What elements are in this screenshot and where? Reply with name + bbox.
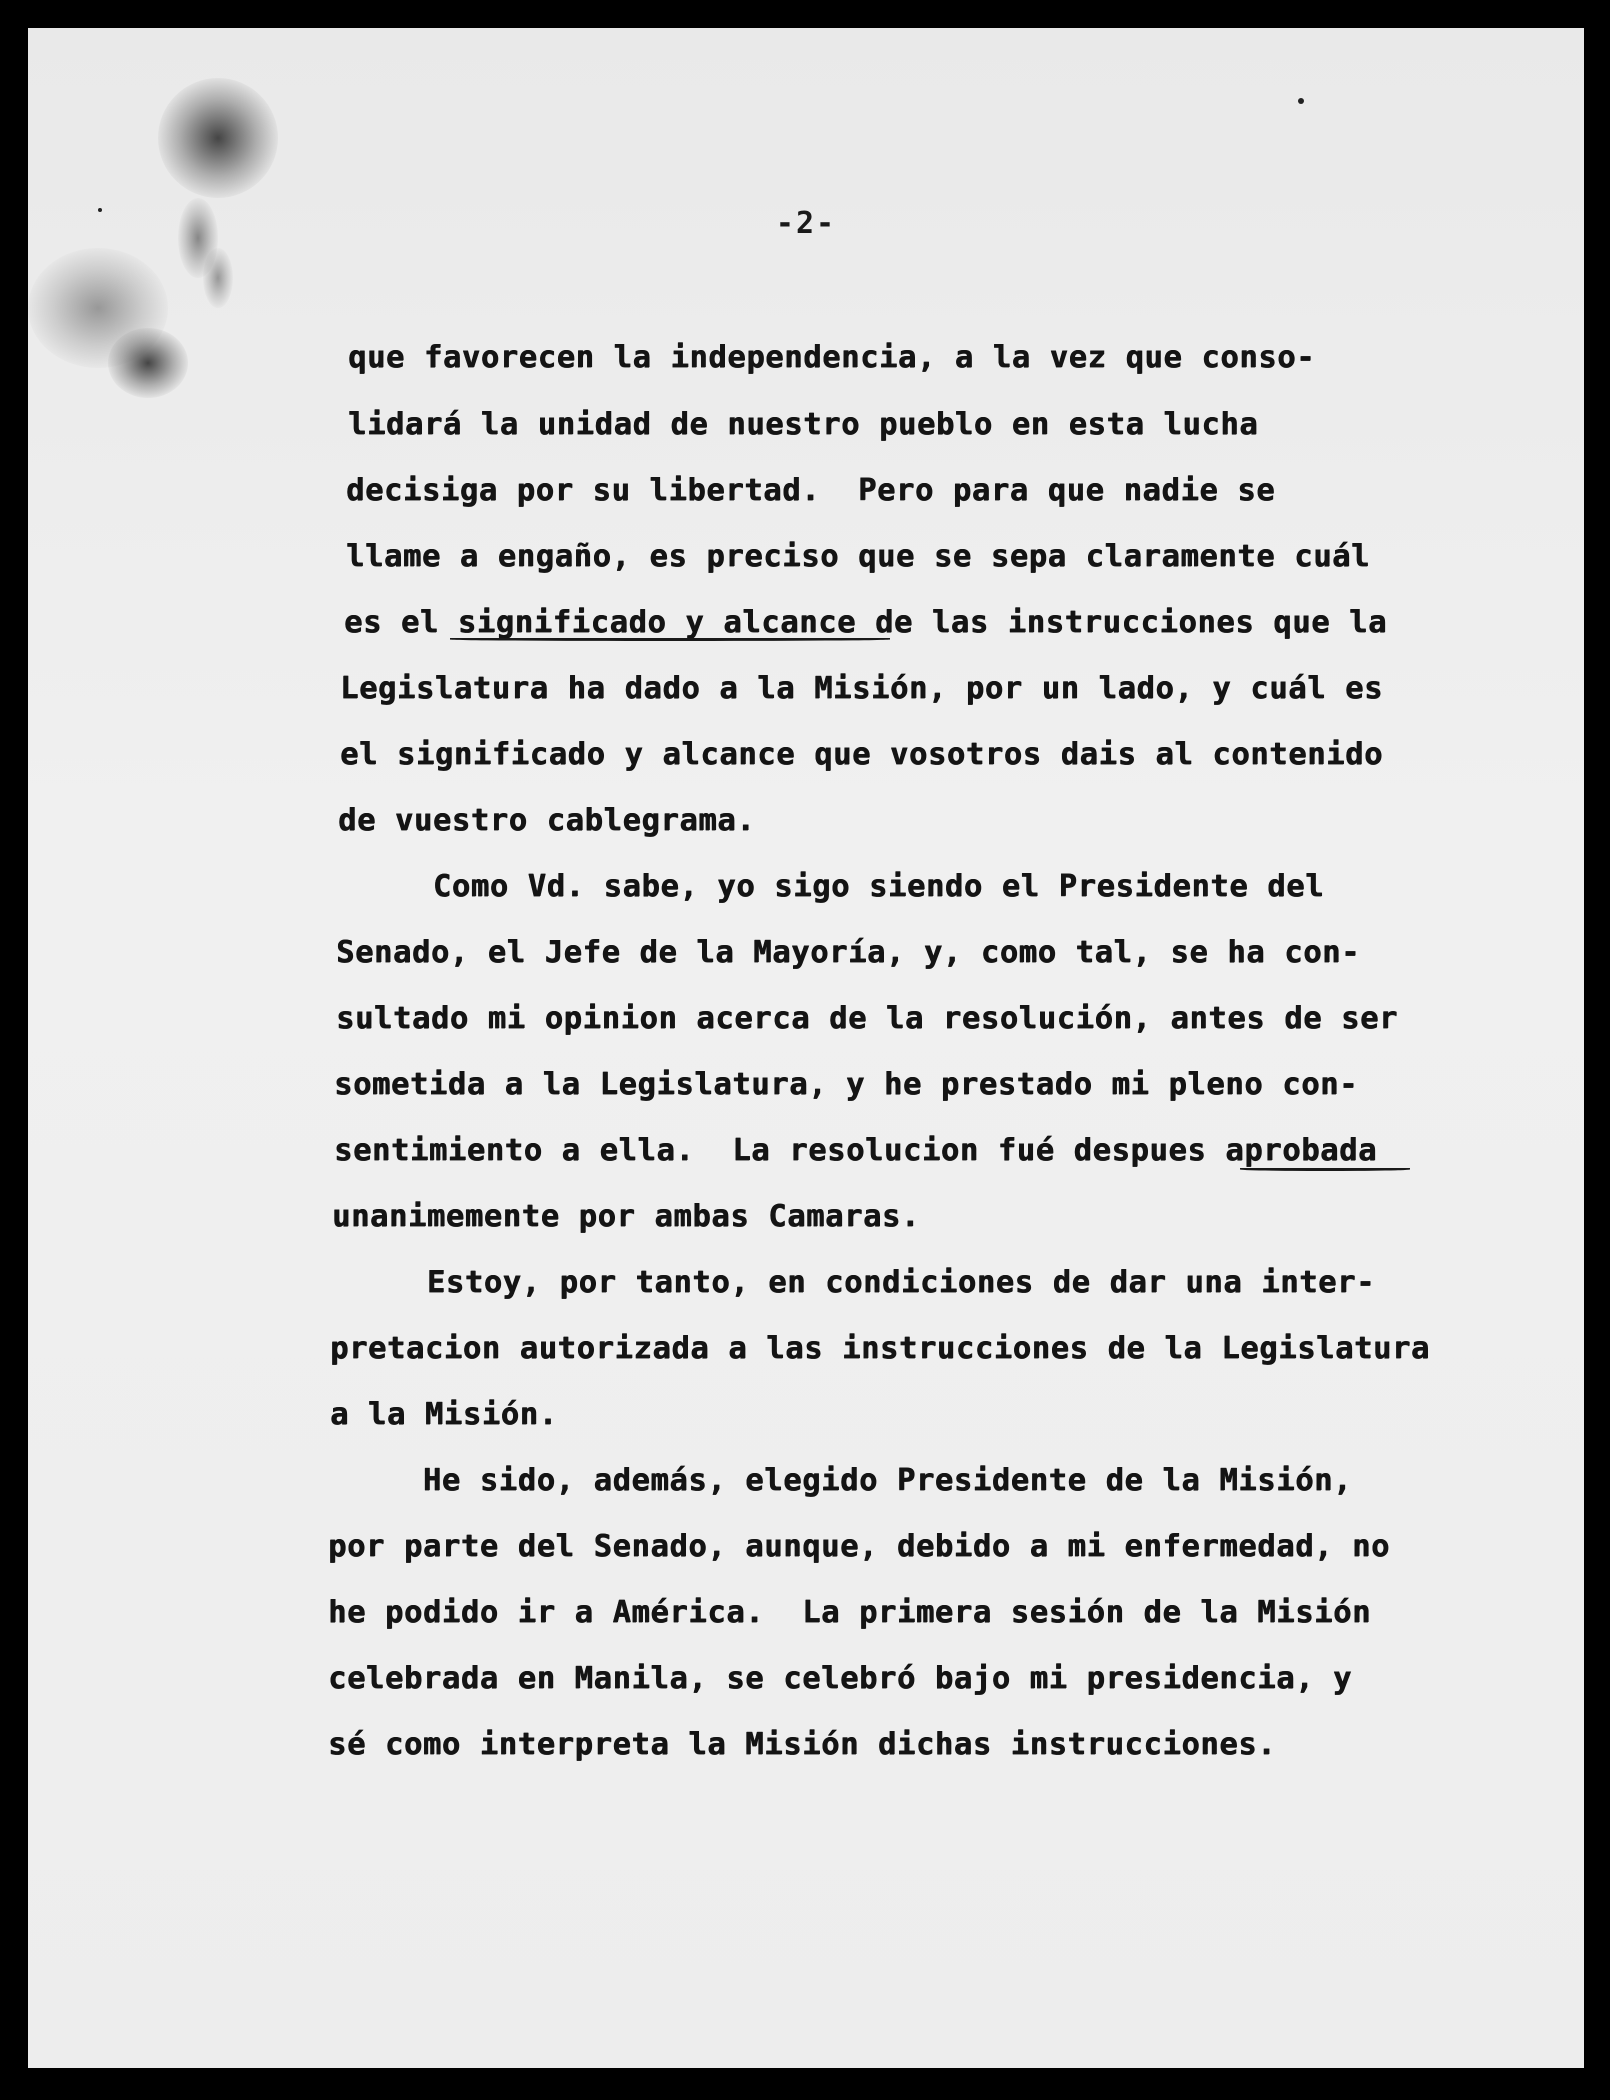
text-line: sometida a la Legislatura, y he prestado mi pleno con- [334, 1067, 1358, 1102]
text-line: celebrada en Manila, se celebró bajo mi presidencia, y [328, 1661, 1352, 1696]
text-line: Senado, el Jefe de la Mayoría, y, como tal, se ha con- [336, 935, 1360, 970]
text-line: llame a engaño, es preciso que se sepa claramente cuál [346, 539, 1370, 574]
text-line: es el significado y alcance de las instrucciones que la [344, 605, 1387, 640]
handwritten-underline [450, 638, 890, 641]
ink-smudge [28, 248, 168, 368]
page-number: -2- [775, 206, 837, 241]
text-line: sultado mi opinion acerca de la resolución, antes de ser [336, 1001, 1398, 1036]
text-line: he podido ir a América. La primera sesión de la Misión [328, 1595, 1371, 1630]
document-page [28, 28, 1584, 2068]
text-line: He sido, además, elegido Presidente de la Misión, [328, 1463, 1352, 1498]
text-line: unanimemente por ambas Camaras. [332, 1199, 920, 1234]
text-line: sentimiento a ella. La resolucion fué despues aprobada [334, 1133, 1377, 1168]
text-line: Legislatura ha dado a la Misión, por un lado, y cuál es [340, 671, 1383, 706]
handwritten-underline [1240, 1168, 1410, 1171]
text-line: de vuestro cablegrama. [338, 803, 756, 838]
speck [1298, 98, 1304, 104]
text-line: Como Vd. sabe, yo sigo siendo el Presidente del [338, 869, 1325, 904]
ink-smudge [158, 78, 278, 198]
text-line: el significado y alcance que vosotros dais al contenido [340, 737, 1383, 772]
text-line: decisiga por su libertad. Pero para que nadie se [346, 473, 1276, 508]
text-line: Estoy, por tanto, en condiciones de dar una inter- [332, 1265, 1375, 1300]
text-line: a la Misión. [330, 1397, 558, 1432]
text-line: lidará la unidad de nuestro pueblo en esta lucha [348, 407, 1259, 442]
text-line: que favorecen la independencia, a la vez que conso- [348, 340, 1316, 375]
text-line: por parte del Senado, aunque, debido a mi enfermedad, no [328, 1529, 1390, 1564]
ink-smudge [203, 248, 233, 308]
text-line: pretacion autorizada a las instrucciones de la Legislatura [330, 1331, 1430, 1366]
text-line: sé como interpreta la Misión dichas instrucciones. [328, 1727, 1277, 1762]
